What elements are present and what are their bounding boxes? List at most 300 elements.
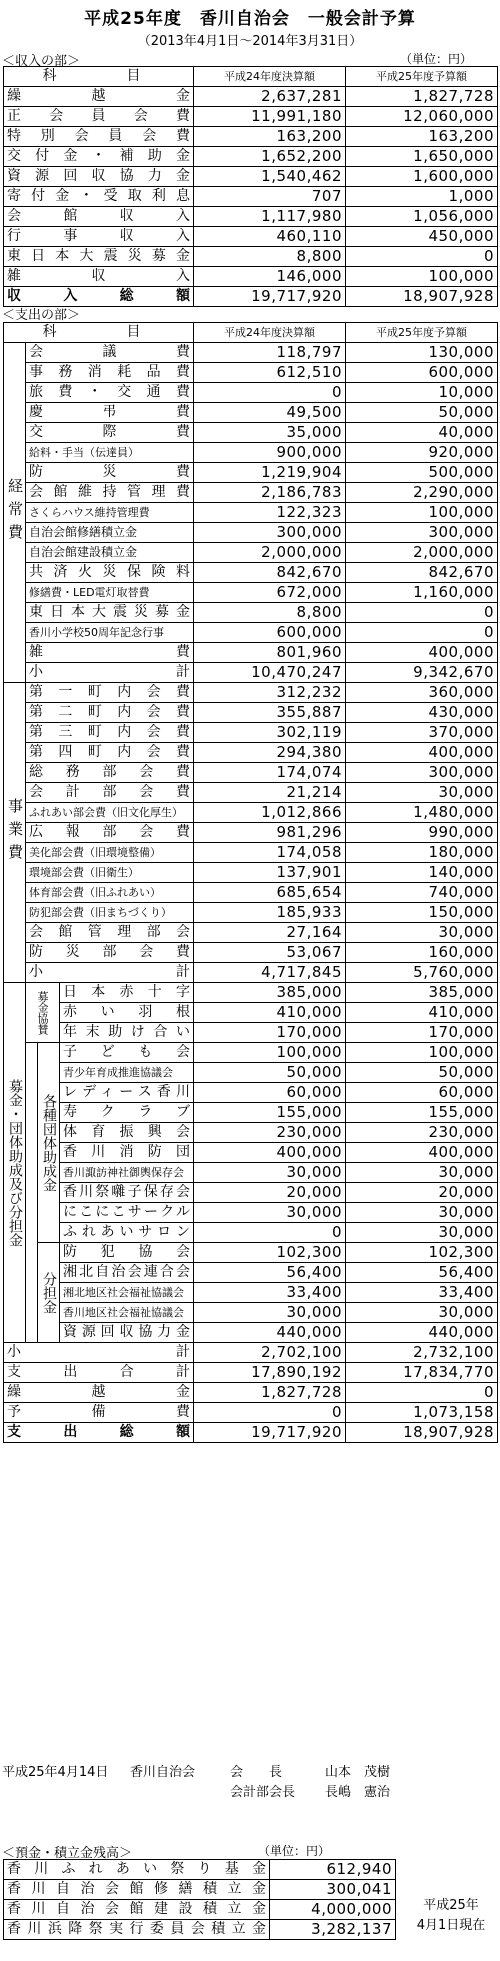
page-title: 平成25年度 香川自治会 一般会計予算 (84, 9, 416, 29)
expense-item-label: 美化部会費（旧環境整備） (26, 843, 194, 863)
category-jigyo: 事業費 (4, 683, 26, 983)
expense-item-label: 会館維持管理費 (26, 483, 194, 503)
subtotal-row (4, 963, 498, 983)
expense-item-label: ふれあいサロン (60, 1223, 194, 1243)
expense-item-label: 香川小学校50周年記念行事 (26, 623, 194, 643)
summary-label: 支出合計 (4, 1363, 194, 1383)
reserve-label: 香川浜降祭実行委員会積立金 (4, 1920, 270, 1940)
expense-row (4, 343, 498, 363)
expense-item-label: 防犯協会 (60, 1243, 194, 1263)
header-item: 科 目 (4, 323, 194, 343)
income-item-label: 繰越金 (4, 87, 194, 107)
expense-prev-value: 30,000 (194, 1303, 346, 1323)
expense-row (4, 383, 498, 403)
expense-table (3, 322, 498, 1443)
expense-curr-value: 740,000 (346, 883, 498, 903)
header-curr: 平成25年度予算額 (346, 67, 498, 87)
expense-prev-value: 0 (194, 1223, 346, 1243)
income-row (4, 267, 498, 287)
reserves-section-label: ＜預金・積立金残高＞ (2, 1846, 133, 1861)
income-prev-value: 1,540,462 (194, 167, 346, 187)
expense-curr-value: 30,000 (346, 1163, 498, 1183)
income-curr-value: 0 (346, 247, 498, 267)
income-row (4, 247, 498, 267)
expense-curr-value: 5,760,000 (346, 963, 498, 983)
reserve-row (4, 1860, 396, 1880)
expense-row (4, 1023, 498, 1043)
expense-prev-value: 842,670 (194, 563, 346, 583)
expense-prev-value: 102,300 (194, 1243, 346, 1263)
expense-prev-value: 60,000 (194, 1083, 346, 1103)
expense-curr-value: 2,290,000 (346, 483, 498, 503)
income-total-label: 収入総額 (4, 287, 194, 307)
expense-prev-value: 27,164 (194, 923, 346, 943)
signature-org: 香川自治会 (130, 1765, 196, 1780)
expense-curr-value: 18,907,928 (346, 1423, 498, 1443)
expense-prev-value: 294,380 (194, 743, 346, 763)
reserve-value: 300,041 (270, 1880, 396, 1900)
expense-item-label: にこにこサークル (60, 1203, 194, 1223)
expense-curr-value: 160,000 (346, 943, 498, 963)
reserves-unit-label: （単位：円） (258, 1844, 331, 1858)
signature-name1: 山本 茂樹 (325, 1765, 391, 1780)
reserve-row (4, 1920, 396, 1940)
expense-item-label: 旅費・交通費 (26, 383, 194, 403)
expense-curr-value: 0 (346, 1383, 498, 1403)
expense-prev-value: 300,000 (194, 523, 346, 543)
expense-prev-value: 302,119 (194, 723, 346, 743)
expense-item-label: 広報部会費 (26, 823, 194, 843)
expense-curr-value: 385,000 (346, 983, 498, 1003)
header-prev: 平成24年度決算額 (194, 323, 346, 343)
expense-header-row (4, 323, 498, 343)
expense-item-label: 慶弔費 (26, 403, 194, 423)
expense-curr-value: 440,000 (346, 1323, 498, 1343)
asof-line2: 4月1日現在 (416, 1918, 486, 1933)
expense-curr-value: 0 (346, 623, 498, 643)
expense-row (4, 1003, 498, 1023)
expense-curr-value: 2,000,000 (346, 543, 498, 563)
income-total-prev: 19,717,920 (194, 287, 346, 307)
expense-curr-value: 920,000 (346, 443, 498, 463)
expense-row (4, 1103, 498, 1123)
expense-item-label: さくらハウス維持管理費 (26, 503, 194, 523)
expense-prev-value: 56,400 (194, 1263, 346, 1283)
expense-prev-value: 20,000 (194, 1183, 346, 1203)
expense-item-label: 総務部会費 (26, 763, 194, 783)
expense-curr-value: 30,000 (346, 1303, 498, 1323)
expense-item-label: 東日本大震災募金 (26, 603, 194, 623)
expense-prev-value: 30,000 (194, 1163, 346, 1183)
expense-row (4, 723, 498, 743)
expense-curr-value: 1,480,000 (346, 803, 498, 823)
expense-prev-value: 2,000,000 (194, 543, 346, 563)
expense-row (4, 1223, 498, 1243)
expense-item-label: 体育部会費（旧ふれあい） (26, 883, 194, 903)
expense-prev-value: 174,074 (194, 763, 346, 783)
expense-curr-value: 1,073,158 (346, 1403, 498, 1423)
expense-curr-value: 100,000 (346, 1043, 498, 1063)
expense-item-label: 防犯部会費（旧まちづくり） (26, 903, 194, 923)
income-prev-value: 146,000 (194, 267, 346, 287)
header-item: 科 目 (4, 67, 194, 87)
expense-row (4, 763, 498, 783)
expense-prev-value: 35,000 (194, 423, 346, 443)
expense-prev-value: 170,000 (194, 1023, 346, 1043)
expense-prev-value: 685,654 (194, 883, 346, 903)
expense-row (4, 1123, 498, 1143)
expense-curr-value: 990,000 (346, 823, 498, 843)
expense-prev-value: 2,186,783 (194, 483, 346, 503)
subtotal-label: 小計 (26, 963, 194, 983)
income-table (3, 66, 498, 307)
expense-curr-value: 400,000 (346, 743, 498, 763)
expense-prev-value: 17,890,192 (194, 1363, 346, 1383)
expense-row (4, 403, 498, 423)
expense-curr-value: 30,000 (346, 1223, 498, 1243)
spacer (26, 1243, 38, 1343)
signature-name2: 長嶋 憲治 (325, 1785, 391, 1800)
expense-curr-value: 9,342,670 (346, 663, 498, 683)
signature-role2: 会計部会長 (230, 1785, 296, 1800)
expense-row (4, 983, 498, 1003)
expense-prev-value: 0 (194, 1403, 346, 1423)
expense-row (4, 883, 498, 903)
expense-curr-value: 842,670 (346, 563, 498, 583)
expense-curr-value: 600,000 (346, 363, 498, 383)
expense-item-label: 青少年育成推進協議会 (60, 1063, 194, 1083)
expense-item-label: 第三町内会費 (26, 723, 194, 743)
expense-item-label: 年末助け合い (60, 1023, 194, 1043)
reserve-value: 612,940 (270, 1860, 396, 1880)
expense-section-label: ＜支出の部＞ (2, 308, 81, 323)
expense-item-label: 香川地区社会福祉協議会 (60, 1303, 194, 1323)
expense-item-label: 湘北自治会連合会 (60, 1263, 194, 1283)
income-item-label: 正会員会費 (4, 107, 194, 127)
expense-curr-value: 180,000 (346, 843, 498, 863)
income-prev-value: 11,991,180 (194, 107, 346, 127)
expense-prev-value: 1,827,728 (194, 1383, 346, 1403)
reserve-label: 香川自治会館修繕積立金 (4, 1880, 270, 1900)
expense-item-label: 会計部会費 (26, 783, 194, 803)
expense-curr-value: 30,000 (346, 783, 498, 803)
income-item-label: 交付金・補助金 (4, 147, 194, 167)
expense-prev-value: 137,901 (194, 863, 346, 883)
expense-curr-value: 155,000 (346, 1103, 498, 1123)
expense-curr-value: 33,400 (346, 1283, 498, 1303)
income-item-label: 寄付金・受取利息 (4, 187, 194, 207)
header-prev: 平成24年度決算額 (194, 67, 346, 87)
income-curr-value: 12,060,000 (346, 107, 498, 127)
expense-prev-value: 0 (194, 383, 346, 403)
income-row (4, 187, 498, 207)
expense-prev-value: 230,000 (194, 1123, 346, 1143)
expense-curr-value: 500,000 (346, 463, 498, 483)
expense-curr-value: 300,000 (346, 763, 498, 783)
expense-item-label: 雑費 (26, 643, 194, 663)
expense-row (4, 583, 498, 603)
expense-prev-value: 801,960 (194, 643, 346, 663)
expense-row (4, 943, 498, 963)
summary-label: 予備費 (4, 1403, 194, 1423)
expense-prev-value: 4,717,845 (194, 963, 346, 983)
expense-curr-value: 140,000 (346, 863, 498, 883)
subtotal-label: 小計 (4, 1343, 194, 1363)
expense-item-label: 防災部会費 (26, 943, 194, 963)
expense-item-label: 第四町内会費 (26, 743, 194, 763)
expense-curr-value: 230,000 (346, 1123, 498, 1143)
expense-curr-value: 60,000 (346, 1083, 498, 1103)
expense-curr-value: 1,160,000 (346, 583, 498, 603)
summary-row (4, 1363, 498, 1383)
income-item-label: 雑収入 (4, 267, 194, 287)
expense-row (4, 683, 498, 703)
expense-prev-value: 155,000 (194, 1103, 346, 1123)
expense-row (4, 603, 498, 623)
header-curr: 平成25年度予算額 (346, 323, 498, 343)
reserve-row (4, 1880, 396, 1900)
expense-curr-value: 300,000 (346, 523, 498, 543)
expense-item-label: 交際費 (26, 423, 194, 443)
expense-item-label: 赤い羽根 (60, 1003, 194, 1023)
expense-prev-value: 19,717,920 (194, 1423, 346, 1443)
expense-row (4, 923, 498, 943)
expense-item-label: 事務消耗品費 (26, 363, 194, 383)
expense-item-label: 給料・手当（伝達員） (26, 443, 194, 463)
expense-row (4, 1303, 498, 1323)
income-row (4, 167, 498, 187)
expense-row (4, 903, 498, 923)
expense-curr-value: 30,000 (346, 1203, 498, 1223)
expense-curr-value: 56,400 (346, 1263, 498, 1283)
expense-item-label: 防災費 (26, 463, 194, 483)
expense-curr-value: 30,000 (346, 923, 498, 943)
reserve-row (4, 1900, 396, 1920)
expense-curr-value: 410,000 (346, 1003, 498, 1023)
expense-item-label: ふれあい部会費（旧文化厚生） (26, 803, 194, 823)
reserves-table (3, 1859, 396, 1940)
expense-curr-value: 102,300 (346, 1243, 498, 1263)
spacer (26, 1043, 38, 1243)
expense-item-label: 第二町内会費 (26, 703, 194, 723)
income-prev-value: 8,800 (194, 247, 346, 267)
expense-row (4, 503, 498, 523)
expense-curr-value: 130,000 (346, 343, 498, 363)
expense-row (4, 1143, 498, 1163)
income-section-label: ＜収入の部＞ (2, 54, 81, 69)
expense-prev-value: 21,214 (194, 783, 346, 803)
expense-row (4, 783, 498, 803)
income-prev-value: 163,200 (194, 127, 346, 147)
expense-prev-value: 8,800 (194, 603, 346, 623)
income-row (4, 107, 498, 127)
expense-item-label: 湘北地区社会福祉協議会 (60, 1283, 194, 1303)
expense-curr-value: 2,732,100 (346, 1343, 498, 1363)
expense-row (4, 543, 498, 563)
income-curr-value: 1,827,728 (346, 87, 498, 107)
expense-total-label: 支出総額 (4, 1423, 194, 1443)
income-curr-value: 1,000 (346, 187, 498, 207)
expense-prev-value: 50,000 (194, 1063, 346, 1083)
expense-prev-value: 600,000 (194, 623, 346, 643)
expense-prev-value: 33,400 (194, 1283, 346, 1303)
expense-curr-value: 400,000 (346, 1143, 498, 1163)
reserves-asof (405, 1896, 497, 1936)
signature-role1: 会 長 (230, 1765, 283, 1780)
income-total-curr: 18,907,928 (346, 287, 498, 307)
reserve-label: 香川自治会館建設積立金 (4, 1900, 270, 1920)
expense-row (4, 523, 498, 543)
subtotal-label: 小計 (26, 663, 194, 683)
income-curr-value: 163,200 (346, 127, 498, 147)
expense-prev-value: 1,012,866 (194, 803, 346, 823)
expense-prev-value: 400,000 (194, 1143, 346, 1163)
reserve-label: 香川ふれあい祭り基金 (4, 1860, 270, 1880)
income-item-label: 会館収入 (4, 207, 194, 227)
expense-curr-value: 150,000 (346, 903, 498, 923)
expense-row (4, 703, 498, 723)
subtotal-row (4, 663, 498, 683)
income-item-label: 東日本大震災募金 (4, 247, 194, 267)
expense-prev-value: 185,933 (194, 903, 346, 923)
income-row (4, 127, 498, 147)
expense-row (4, 1243, 498, 1263)
expense-prev-value: 355,887 (194, 703, 346, 723)
expense-row (4, 843, 498, 863)
expense-total-row (4, 1423, 498, 1443)
expense-row (4, 483, 498, 503)
expense-row (4, 643, 498, 663)
income-prev-value: 2,637,281 (194, 87, 346, 107)
expense-item-label: 修繕費・LED電灯取替費 (26, 583, 194, 603)
reserve-value: 4,000,000 (270, 1900, 396, 1920)
income-header-row (4, 67, 498, 87)
income-row (4, 207, 498, 227)
expense-curr-value: 17,834,770 (346, 1363, 498, 1383)
expense-row (4, 463, 498, 483)
expense-prev-value: 53,067 (194, 943, 346, 963)
income-row (4, 227, 498, 247)
period: （2013年4月1日～2014年3月31日） (137, 34, 363, 49)
expense-curr-value: 20,000 (346, 1183, 498, 1203)
expense-prev-value: 1,219,904 (194, 463, 346, 483)
expense-row (4, 1203, 498, 1223)
income-row (4, 87, 498, 107)
expense-row (4, 743, 498, 763)
expense-prev-value: 174,058 (194, 843, 346, 863)
expense-prev-value: 385,000 (194, 983, 346, 1003)
expense-item-label: 子ども会 (60, 1043, 194, 1063)
expense-item-label: 日本赤十字 (60, 983, 194, 1003)
income-prev-value: 460,110 (194, 227, 346, 247)
expense-row (4, 803, 498, 823)
expense-row (4, 1063, 498, 1083)
expense-item-label: レディース香川 (60, 1083, 194, 1103)
expense-row (4, 1043, 498, 1063)
expense-row (4, 1163, 498, 1183)
expense-item-label: 会館管理部会 (26, 923, 194, 943)
reserve-value: 3,282,137 (270, 1920, 396, 1940)
income-curr-value: 450,000 (346, 227, 498, 247)
expense-prev-value: 312,232 (194, 683, 346, 703)
income-item-label: 特別会員会費 (4, 127, 194, 147)
expense-prev-value: 672,000 (194, 583, 346, 603)
expense-row (4, 623, 498, 643)
income-curr-value: 1,650,000 (346, 147, 498, 167)
income-curr-value: 100,000 (346, 267, 498, 287)
group-josei: 各種団体助成金 (38, 1043, 60, 1243)
expense-row (4, 1183, 498, 1203)
income-prev-value: 1,117,980 (194, 207, 346, 227)
expense-row (4, 563, 498, 583)
income-curr-value: 1,056,000 (346, 207, 498, 227)
expense-curr-value: 100,000 (346, 503, 498, 523)
expense-curr-value: 50,000 (346, 1063, 498, 1083)
expense-curr-value: 370,000 (346, 723, 498, 743)
signature-date: 平成25年4月14日 (2, 1765, 109, 1780)
expense-row (4, 1083, 498, 1103)
expense-prev-value: 49,500 (194, 403, 346, 423)
summary-row (4, 1403, 498, 1423)
expense-item-label: 自治会館建設積立金 (26, 543, 194, 563)
expense-row (4, 1263, 498, 1283)
expense-curr-value: 400,000 (346, 643, 498, 663)
expense-row (4, 863, 498, 883)
expense-prev-value: 900,000 (194, 443, 346, 463)
expense-row (4, 1283, 498, 1303)
expense-item-label: 体育振興会 (60, 1123, 194, 1143)
asof-line1: 平成25年 (423, 1898, 479, 1913)
expense-row (4, 443, 498, 463)
income-item-label: 行事収入 (4, 227, 194, 247)
expense-item-label: 香川祭囃子保存会 (60, 1183, 194, 1203)
category-keihi: 経常費 (4, 343, 26, 683)
income-prev-value: 1,652,200 (194, 147, 346, 167)
expense-curr-value: 50,000 (346, 403, 498, 423)
expense-row (4, 1323, 498, 1343)
expense-prev-value: 2,702,100 (194, 1343, 346, 1363)
expense-curr-value: 360,000 (346, 683, 498, 703)
expense-row (4, 423, 498, 443)
expense-curr-value: 430,000 (346, 703, 498, 723)
expense-item-label: 第一町内会費 (26, 683, 194, 703)
income-row (4, 147, 498, 167)
income-item-label: 資源回収協力金 (4, 167, 194, 187)
expense-prev-value: 100,000 (194, 1043, 346, 1063)
income-curr-value: 1,600,000 (346, 167, 498, 187)
expense-item-label: 会議費 (26, 343, 194, 363)
expense-prev-value: 10,470,247 (194, 663, 346, 683)
expense-item-label: 寿クラブ (60, 1103, 194, 1123)
expense-prev-value: 410,000 (194, 1003, 346, 1023)
expense-prev-value: 118,797 (194, 343, 346, 363)
expense-prev-value: 981,296 (194, 823, 346, 843)
group-buntan: 分担金 (38, 1243, 60, 1343)
expense-curr-value: 0 (346, 603, 498, 623)
expense-prev-value: 612,510 (194, 363, 346, 383)
expense-row (4, 823, 498, 843)
expense-item-label: 資源回収協力金 (60, 1323, 194, 1343)
expense-item-label: 環境部会費（旧衛生） (26, 863, 194, 883)
category-bokin: 募金・団体助成及び分担金 (4, 983, 26, 1343)
group-bokin-kyosan: 募金協賛 (26, 983, 60, 1043)
expense-prev-value: 122,323 (194, 503, 346, 523)
expense-item-label: 香川消防団 (60, 1143, 194, 1163)
expense-item-label: 香川諏訪神社御輿保存会 (60, 1163, 194, 1183)
subtotal-row (4, 1343, 498, 1363)
expense-prev-value: 30,000 (194, 1203, 346, 1223)
expense-curr-value: 10,000 (346, 383, 498, 403)
